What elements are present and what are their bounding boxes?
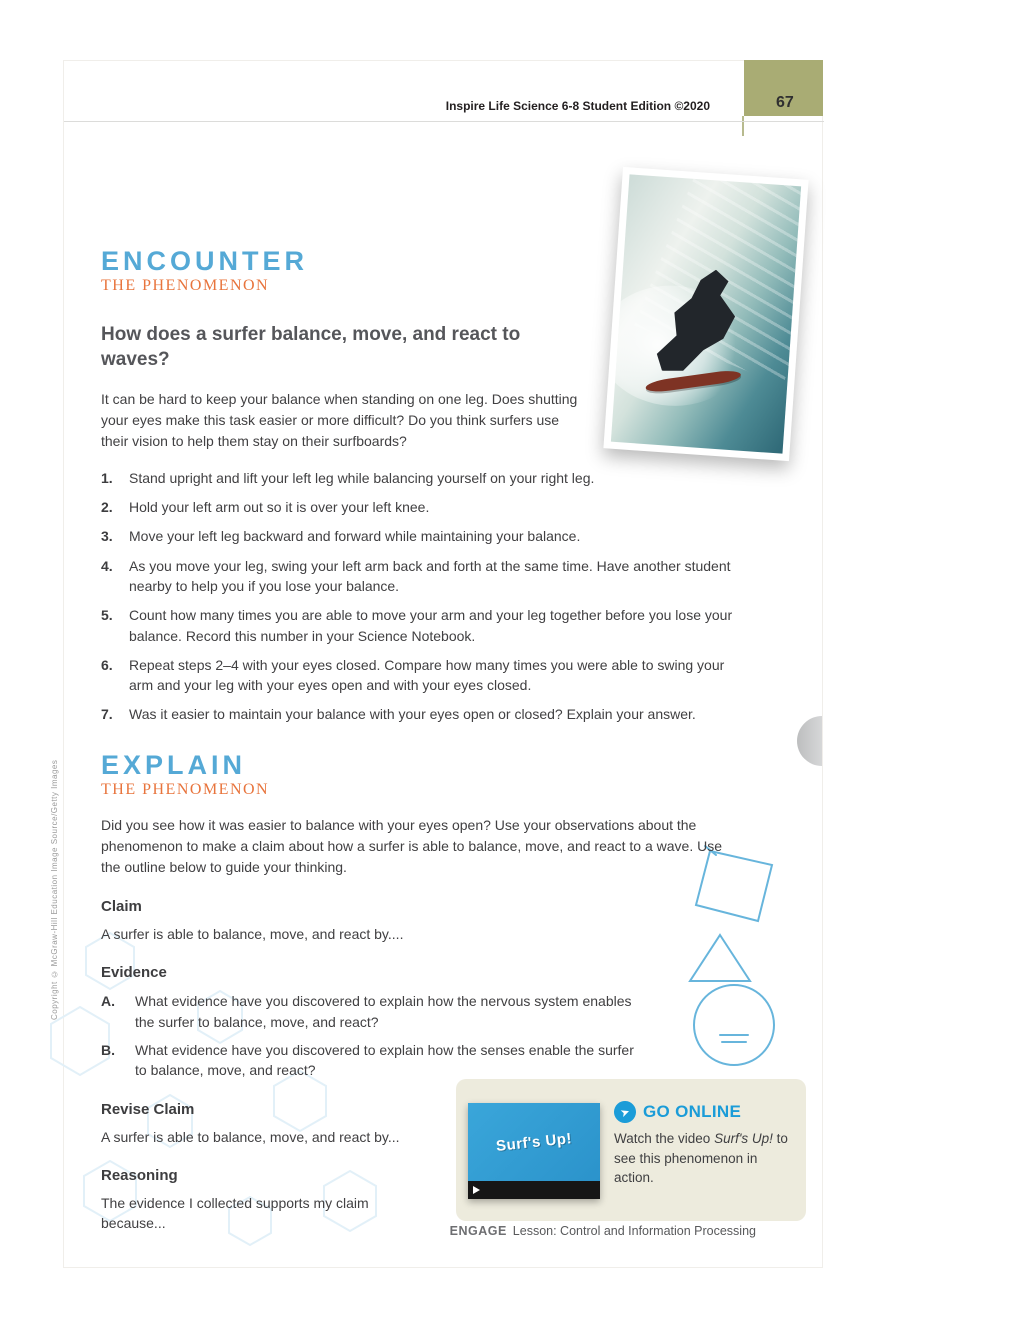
step-item — [101, 605, 741, 646]
step-text: Count how many times you are able to move your arm and your leg together before you lose your balance. Record this number in your Science Notebook. — [129, 607, 733, 644]
step-number: 3. — [101, 528, 113, 545]
evidence-list — [101, 991, 649, 1080]
step-item — [101, 468, 741, 488]
play-icon[interactable] — [473, 1186, 480, 1194]
step-number: 4. — [101, 557, 113, 574]
reasoning-label: Reasoning — [101, 1166, 178, 1184]
copyright-credit: Copyright © McGraw-Hill Education Image Source/Getty Images — [50, 759, 59, 1020]
step-text: Stand upright and lift your left leg while balancing yourself on your right leg. — [129, 469, 595, 486]
step-text: Repeat steps 2–4 with your eyes closed. Compare how many times you were able to swing your arm and your leg with your eyes open and with your eyes closed. — [129, 656, 725, 694]
video-screen[interactable] — [468, 1103, 600, 1181]
step-text: Was it easier to maintain your balance with your eyes open or closed? Explain your answer. — [129, 706, 696, 723]
evidence-letter: B. — [101, 1041, 115, 1058]
go-online-text-before: Watch the video — [614, 1131, 715, 1146]
revise-claim-prompt: A surfer is able to balance, move, and react by... — [101, 1128, 400, 1145]
phenomenon-question: How does a surfer balance, move, and react to waves? — [101, 324, 521, 371]
edition-header: Inspire Life Science 6-8 Student Edition ©2020 — [445, 99, 710, 113]
page-number-tab — [744, 60, 823, 116]
page-number: 67 — [776, 94, 794, 111]
explain-title: EXPLAIN — [101, 749, 247, 780]
step-text: Move your left leg backward and forward while maintaining your balance. — [129, 528, 581, 545]
evidence-letter: A. — [101, 993, 115, 1010]
step-text: Hold your left arm out so it is over your left knee. — [129, 499, 430, 516]
step-number: 6. — [101, 656, 113, 673]
step-item — [101, 704, 741, 724]
revise-claim-label: Revise Claim — [101, 1100, 195, 1118]
evidence-text: What evidence have you discovered to explain how the nervous system enables the surfer to balance, move, and react? — [135, 993, 632, 1030]
go-online-text-italic: Surf's Up! — [714, 1131, 773, 1146]
go-online-text-after: to see this phenomenon in action. — [614, 1131, 788, 1186]
evidence-text: What evidence have you discovered to explain how the senses enable the surfer to balance, move, and react? — [135, 1041, 634, 1079]
surfer-photo-image — [611, 174, 801, 453]
step-number: 7. — [101, 706, 113, 723]
go-online-panel — [456, 1079, 806, 1221]
step-item — [101, 556, 741, 597]
encounter-title: ENCOUNTER — [101, 246, 309, 276]
footer-lesson: Lesson: Control and Information Processing — [512, 1224, 756, 1238]
go-online-row — [614, 1101, 741, 1123]
step-item — [101, 655, 741, 696]
step-number: 5. — [101, 607, 113, 624]
explain-subtitle: THE PHENOMENON — [101, 781, 270, 799]
surfer-photo — [603, 167, 808, 461]
explain-intro: Did you see how it was easier to balance with your eyes open? Use your observations about the phenomenon to make a claim about how a surfer is able to balance, move, and react to a wave. Use the outline below to guide your thinking. — [101, 817, 723, 876]
video-control-bar[interactable] — [468, 1181, 600, 1199]
go-online-title[interactable]: GO ONLINE — [643, 1102, 742, 1121]
step-item — [101, 497, 741, 517]
step-number: 2. — [101, 499, 113, 516]
footer-engage: ENGAGE — [449, 1224, 507, 1238]
evidence-label: Evidence — [101, 964, 167, 982]
video-title: Surf's Up! — [495, 1129, 573, 1155]
go-online-icon: ➤ — [611, 1098, 639, 1126]
claim-label: Claim — [101, 898, 142, 916]
step-number: 1. — [101, 469, 113, 486]
claim-prompt: A surfer is able to balance, move, and react by.... — [101, 926, 404, 943]
evidence-item — [101, 1040, 649, 1081]
page-edge-tab — [797, 716, 822, 766]
activity-steps — [101, 468, 741, 725]
video-thumbnail[interactable] — [468, 1103, 600, 1199]
step-text: As you move your leg, swing your left arm back and forth at the same time. Have another student nearby to help you if you lose your balance. — [129, 557, 731, 594]
evidence-item — [101, 991, 649, 1032]
encounter-intro: It can be hard to keep your balance when standing on one leg. Does shutting your eyes make this task easier or more difficult? Do you think surfers use their vision to help them stay on their surfboards? — [101, 390, 578, 449]
go-online-text — [614, 1129, 794, 1188]
tab-tail-line — [742, 116, 744, 136]
textbook-page — [63, 60, 823, 1268]
reasoning-prompt: The evidence I collected supports my claim because... — [101, 1194, 369, 1232]
step-item — [101, 526, 741, 546]
header-rule — [64, 121, 824, 122]
encounter-subtitle: THE PHENOMENON — [101, 277, 270, 295]
